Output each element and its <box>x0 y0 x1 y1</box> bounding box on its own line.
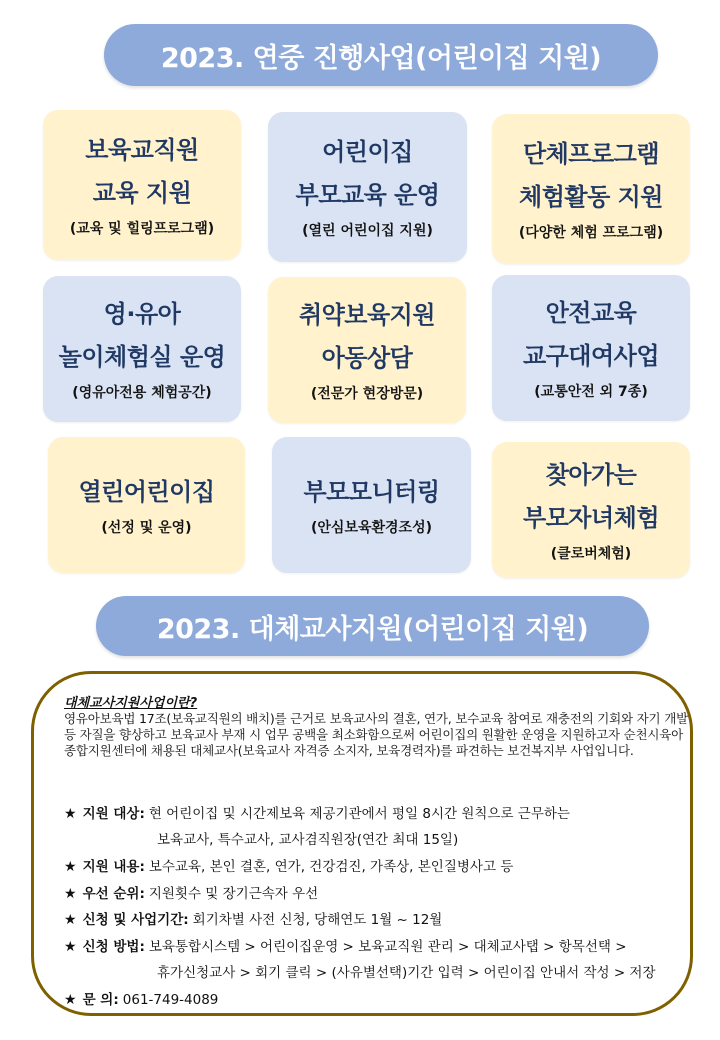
card-title-line1: 찾아가는 <box>545 461 637 489</box>
card-title-line1: 열린어린이집 <box>78 477 215 506</box>
card-title-line2: 아동상담 <box>321 344 413 372</box>
card-subtitle: (교통안전 외 7종) <box>534 384 648 400</box>
item-priority: ★ 우선 순위 : 지원횟수 및 장기근속자 우선 <box>64 882 318 902</box>
card-open-daycare <box>48 437 245 573</box>
item-label: 문 의 <box>82 992 114 1008</box>
card-title-line1: 보육교직원 <box>85 136 199 164</box>
card-subtitle: (영유아전용 체험공간) <box>72 385 212 401</box>
card-safety-education <box>492 275 690 421</box>
banner-annual-programs: 2023. 연중 진행사업(어린이집 지원) <box>104 24 658 86</box>
card-title-line2: 부모자녀체험 <box>522 504 660 532</box>
card-subtitle: (선정 및 운영) <box>101 519 192 536</box>
banner-substitute-teacher: 2023. 대체교사지원(어린이집 지원) <box>96 596 649 656</box>
star-icon: ★ <box>64 859 77 875</box>
item-label: 지원 대상 <box>82 806 140 822</box>
item-label: 지원 내용 <box>82 859 140 875</box>
card-title-line1: 단체프로그램 <box>522 140 660 168</box>
item-text: 지원횟수 및 장기근속자 우선 <box>148 886 319 902</box>
card-title-line2: 체험활동 지원 <box>519 183 663 211</box>
item-content: ★ 지원 내용 : 보수교육, 본인 결혼, 연가, 건강검진, 가족상, 본인질병사고 등 <box>64 855 513 875</box>
item-method: ★ 신청 방법 : 보육통합시스템 > 어린이집운영 > 보육교직원 관리 > 대체교사탭 > 항목선택 > <box>64 935 627 955</box>
star-icon: ★ <box>64 992 77 1008</box>
item-text: 061-749-4089 <box>122 992 219 1008</box>
item-text: 보육통합시스템 > 어린이집운영 > 보육교직원 관리 > 대체교사탭 > 항목선택 > <box>148 939 627 955</box>
item-label: 신청 및 사업기간 <box>82 912 184 928</box>
item-label: 신청 방법 <box>82 939 140 955</box>
card-subtitle: (다양한 체험 프로그램) <box>518 225 664 241</box>
item-label: 우선 순위 <box>82 886 140 902</box>
card-title-line1: 취약보육지원 <box>298 301 436 329</box>
item-text: 현 어린이집 및 시간제보육 제공기관에서 평일 8시간 원칙으로 근무하는 <box>148 806 570 822</box>
item-contact: ★ 문 의 : 061-749-4089 <box>64 988 218 1008</box>
item-target: ★ 지원 대상 : 현 어린이집 및 시간제보육 제공기관에서 평일 8시간 원칙으로 근무하는 <box>64 802 570 822</box>
star-icon: ★ <box>64 939 77 955</box>
card-title-line1: 부모모니터링 <box>303 477 440 506</box>
intro-body: 영유아보육법 17조(보육교직원의 배치)를 근거로 보육교사의 결혼, 연가, 보수교육 참여로 재충전의 기회와 자기 개발 등 자질을 향상하고 보육교사 부재 시 업무 공백을 최소화함으로써 어린이집의 원활한 운영을 지원하고자 순천시육아종합지원센터에 채용된 대체교사(보육교사 자격증 소지자, 보육경력자)를 파견하는 보건복지부 사업입니다. <box>64 711 688 758</box>
card-subtitle: (전문가 현장방문) <box>310 386 424 402</box>
card-group-program <box>492 114 690 264</box>
card-title-line2: 교구대여사업 <box>522 342 660 370</box>
card-title-line1: 어린이집 <box>322 138 413 166</box>
card-title-line2: 놀이체험실 운영 <box>58 343 226 371</box>
card-visiting-experience <box>492 442 690 578</box>
card-child-counseling <box>268 277 466 423</box>
card-subtitle: (교육 및 힐링프로그램) <box>69 221 215 237</box>
item-text: 보수교육, 본인 결혼, 연가, 건강검진, 가족상, 본인질병사고 등 <box>148 859 514 875</box>
item-text: 회기차별 사전 신청, 당해연도 1월 ~ 12월 <box>192 912 443 928</box>
card-title-line2: 교육 지원 <box>92 179 192 207</box>
item-text-continued: 휴가신청교사 > 회기 클릭 > (사유별선택)기간 입력 > 어린이집 안내서 작성 > 저장 <box>157 965 656 981</box>
item-period: ★ 신청 및 사업기간 : 회기차별 사전 신청, 당해연도 1월 ~ 12월 <box>64 908 442 928</box>
card-subtitle: (열린 어린이집 지원) <box>302 223 433 239</box>
star-icon: ★ <box>64 886 77 902</box>
card-parent-education <box>268 112 467 262</box>
card-title-line1: 안전교육 <box>545 299 637 327</box>
card-teacher-training <box>43 110 241 260</box>
card-subtitle: (클로버체험) <box>550 546 632 562</box>
intro-title: 대체교사지원사업이란? <box>64 696 198 711</box>
card-title-line2: 부모교육 운영 <box>295 181 440 209</box>
card-play-room <box>43 276 241 422</box>
item-text-continued: 보육교사, 특수교사, 교사겸직원장(연간 최대 15일) <box>157 832 459 848</box>
card-subtitle: (안심보육환경조성) <box>311 519 432 536</box>
card-parent-monitoring <box>272 437 471 573</box>
star-icon: ★ <box>64 806 77 822</box>
card-title-line1: 영·유아 <box>103 300 181 328</box>
star-icon: ★ <box>64 912 77 928</box>
